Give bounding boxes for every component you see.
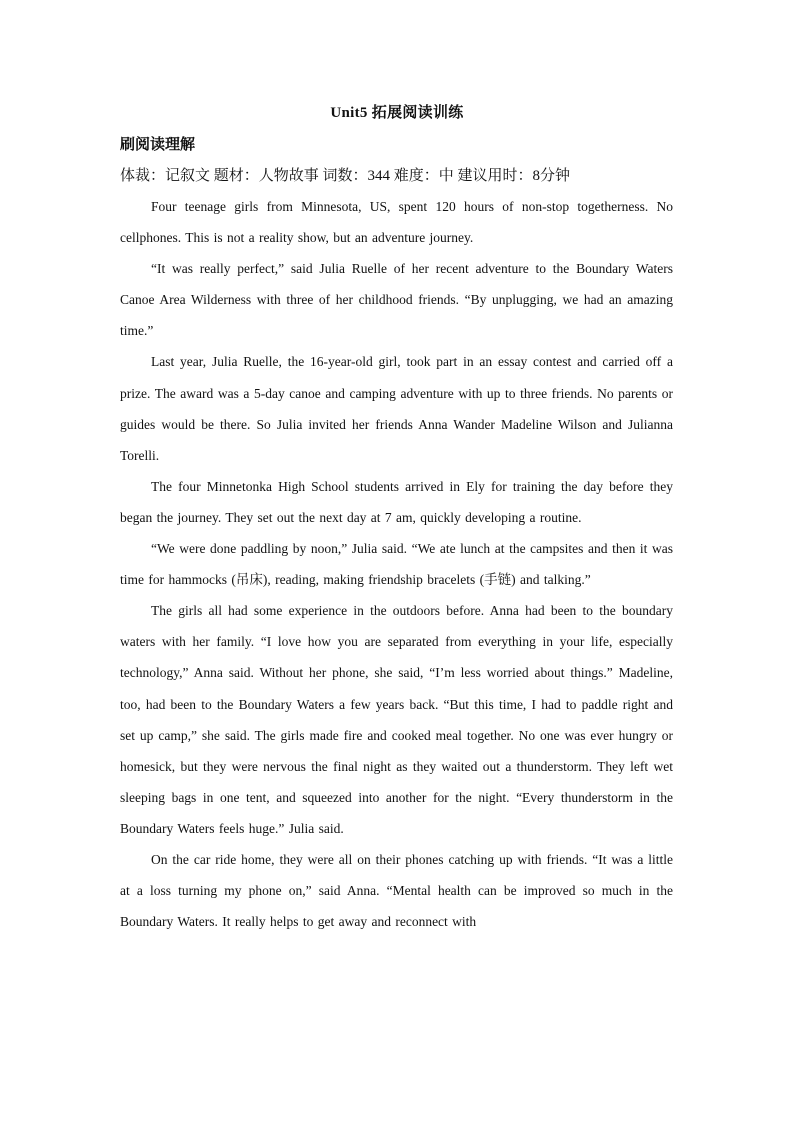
paragraph: On the car ride home, they were all on their phones catching up with friends. “It was a little at a loss turning my phone on,” said Anna. “Mental health can be improved so much in the Boundary Waters. It really helps to get away and reconnect with [120, 851, 673, 930]
paragraph: “We were done paddling by noon,” Julia said. “We ate lunch at the campsites and then it was time for hammocks (吊床), reading, making friendship bracelets (手链) and talking.” [120, 541, 673, 588]
paragraph: Last year, Julia Ruelle, the 16-year-old girl, took part in an essay contest and carried off a prize. The award was a 5-day canoe and camping adventure with up to three friends. No parents or guides would be there. So Julia invited her friends Anna Wander Madeline Wilson and Julianna Torelli. [120, 354, 673, 463]
paragraph: Four teenage girls from Minnesota, US, spent 120 hours of non-stop togetherness. No cellphones. This is not a reality show, but an adventure journey. [120, 199, 673, 246]
paragraph: “It was really perfect,” said Julia Ruelle of her recent adventure to the Boundary Waters Canoe Area Wilderness with three of her childhood friends. “By unplugging, we had an amazing time.” [120, 261, 673, 339]
passage-info: 体裁：记叙文 题材：人物故事 词数：344 难度：中 建议用时：8分钟 [120, 168, 571, 184]
paragraph: The girls all had some experience in the outdoors before. Anna had been to the boundary waters with her family. “I love how you are separated from everything in your life, especially technology,” Anna said. Without her phone, she said, “I’m less worried about things.” Madeline, too, had been to the Boundary Waters a few years back. “But this time, I had to paddle right and set up camp,” she said. The girls made fire and cooked meal together. No one was ever hungry or homesick, but they were nervous the final night as they waited out a thunderstorm. They left wet sleeping bags in one tent, and squeezed into another for the night. “Every thunderstorm in the Boundary Waters feels huge.” Julia said. [120, 603, 673, 836]
passage-body [120, 191, 673, 937]
paragraph: The four Minnetonka High School students arrived in Ely for training the day before they began the journey. They set out the next day at 7 am, quickly developing a routine. [120, 478, 673, 525]
section-heading: 刷阅读理解 [120, 137, 196, 153]
page-title: Unit5 拓展阅读训练 [330, 105, 464, 121]
